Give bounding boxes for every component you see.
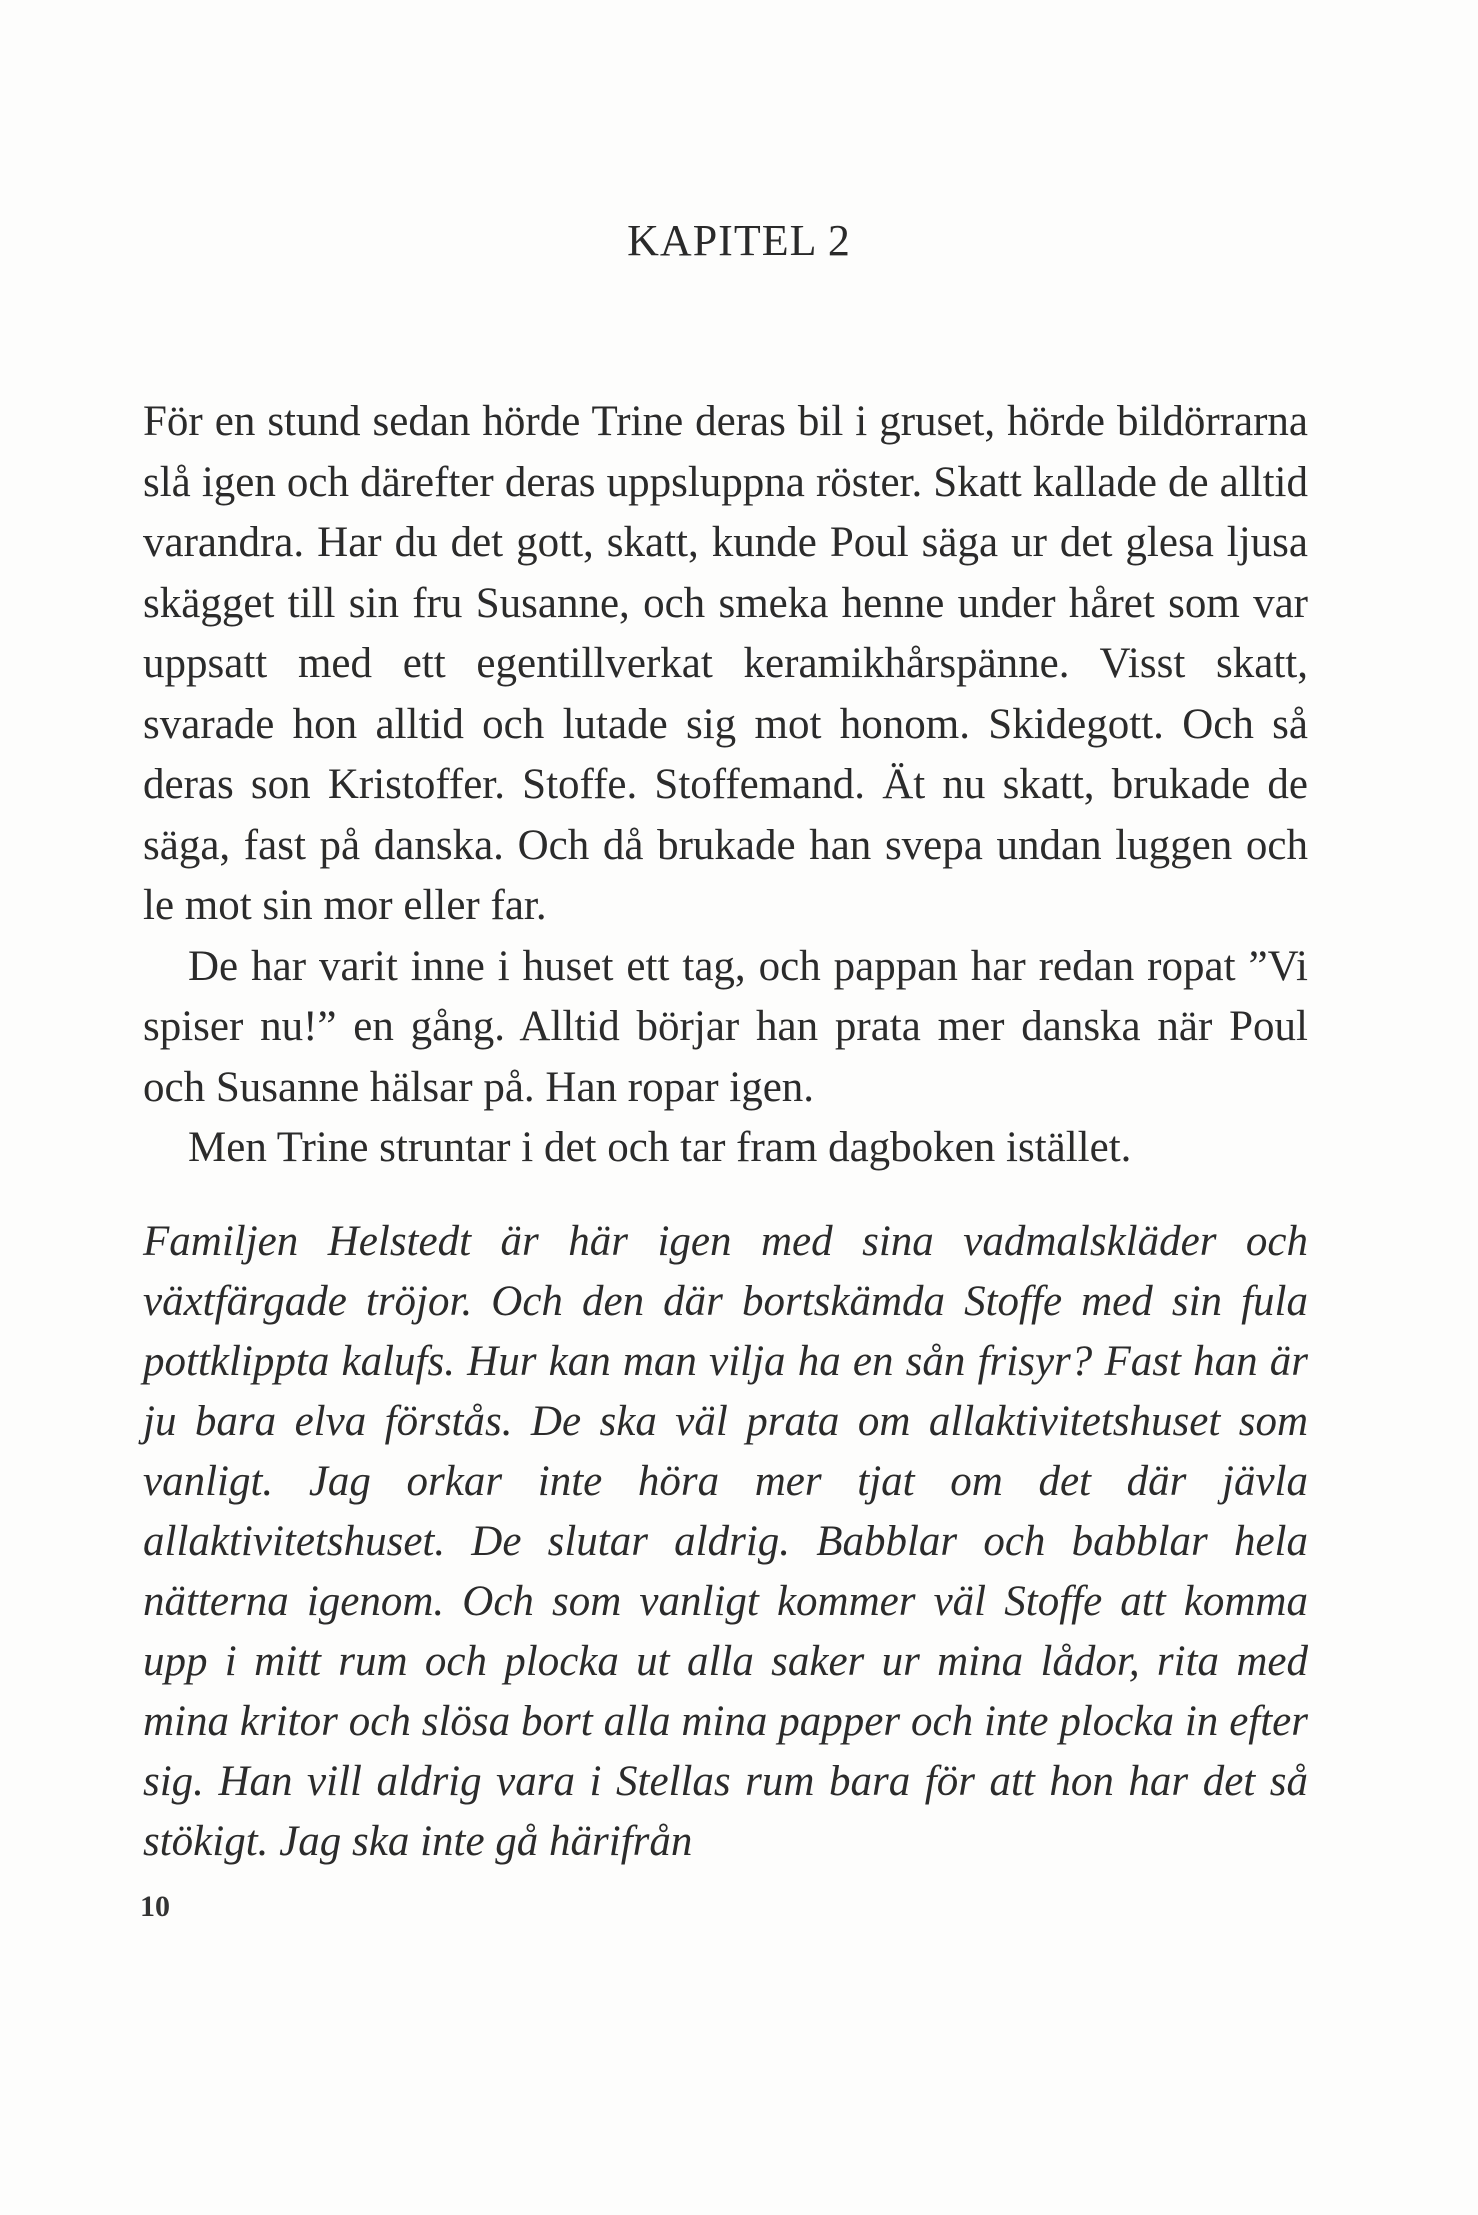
chapter-heading: KAPITEL 2 bbox=[627, 216, 851, 265]
narrative-text bbox=[143, 392, 1308, 1179]
paragraph-2: De har varit inne i huset ett tag, och pappan har redan ropat ”Vi spiser nu!” en gång. Alltid börjar han prata mer danska när Poul och Susanne hälsar på. Han ropar igen. bbox=[143, 942, 1308, 1111]
diary-paragraph: Familjen Helstedt är här igen med sina vadmalskläder och växtfärgade tröjor. Och den där bortskämda Stoffe med sin fula pottklippta kalufs. Hur kan man vilja ha en sån frisyr? Fast han är ju bara elva förstås. De ska väl prata om allaktivitetshuset som vanligt. Jag orkar inte höra mer tjat om det där jävla allaktivitetshuset. De slutar aldrig. Babblar och babblar hela nätterna igenom. Och som vanligt kommer väl Stoffe att komma upp i mitt rum och plocka ut alla saker ur mina lådor, rita med mina kritor och slösa bort alla mina papper och inte plocka in efter sig. Han vill aldrig vara i Stellas rum bara för att hon har det så stökigt. Jag ska inte gå härifrån bbox=[143, 1218, 1308, 1865]
diary-entry bbox=[143, 1212, 1308, 1872]
paragraph-1: För en stund sedan hörde Trine deras bil i gruset, hörde bildörrarna slå igen och därefter deras uppsluppna röster. Skatt kallade de alltid varandra. Har du det gott, skatt, kunde Poul säga ur det glesa ljusa skägget till sin fru Susanne, och smeka henne under håret som var uppsatt med ett egentillverkat keramikhårspänne. Visst skatt, svarade hon alltid och lutade sig mot honom. Skidegott. Och så deras son Kristoffer. Stoffe. Stoffemand. Ät nu skatt, brukade de säga, fast på danska. Och då brukade han svepa undan luggen och le mot sin mor eller far. bbox=[143, 398, 1308, 929]
paragraph-3: Men Trine struntar i det och tar fram dagboken istället. bbox=[188, 1124, 1132, 1171]
page-number: 10 bbox=[140, 1890, 170, 1923]
